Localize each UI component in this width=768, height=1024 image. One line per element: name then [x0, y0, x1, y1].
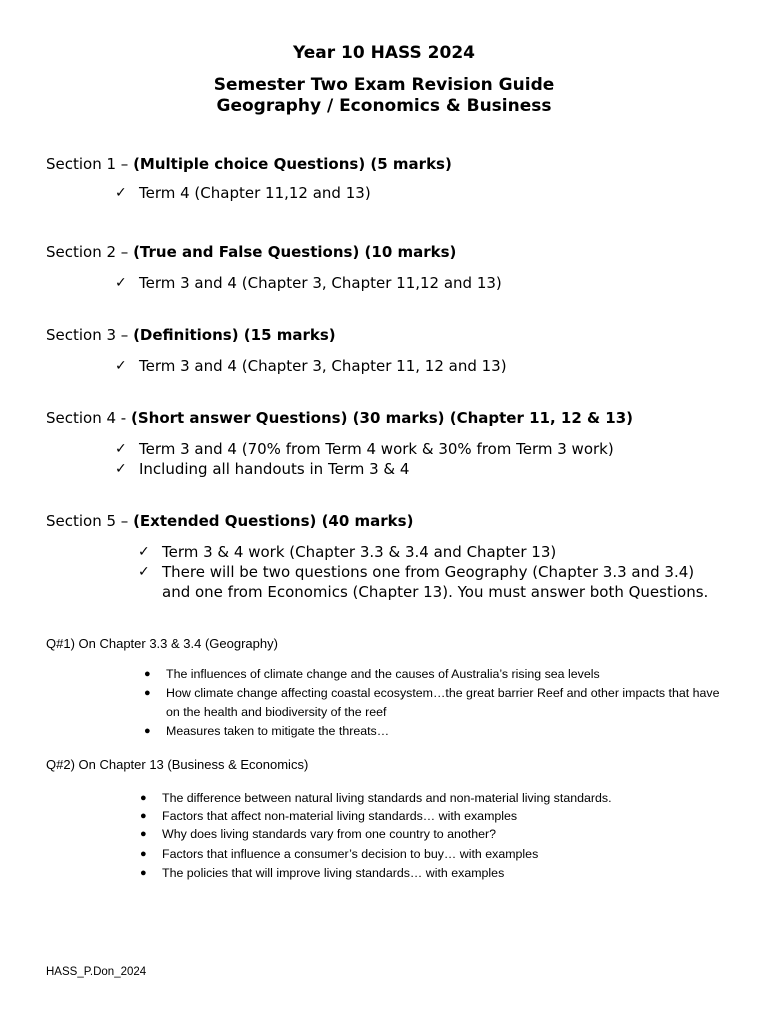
question-2-bullet-text: Factors that affect non-material living standards… with examples	[162, 809, 518, 823]
section-1-heading	[46, 155, 452, 173]
section-2-prefix: Section 2 –	[46, 243, 134, 261]
question-1-bullet	[144, 665, 726, 684]
question-2-bullet-text: Why does living standards vary from one country to another?	[162, 827, 497, 841]
question-1-bullet	[144, 684, 726, 722]
bullet-icon: ●	[140, 810, 147, 822]
section-5-title: (Extended Questions) (40 marks)	[133, 512, 414, 530]
section-4-item-1	[115, 440, 739, 460]
checkmark-icon: ✓	[115, 275, 127, 291]
section-5-item-1	[138, 543, 722, 563]
checkmark-icon: ✓	[115, 185, 127, 201]
section-3-item	[115, 357, 729, 377]
checkmark-icon: ✓	[115, 441, 127, 457]
question-2-bullet-text: Factors that influence a consumer’s decision to buy… with examples	[162, 847, 539, 861]
section-4-prefix: Section 4 -	[46, 409, 131, 427]
question-2-heading: Q#2) On Chapter 13 (Business & Economics)	[46, 757, 309, 772]
bullet-icon: ●	[140, 828, 147, 840]
footer-label: HASS_P.Don_2024	[46, 966, 147, 978]
question-2-bullet-text: The policies that will improve living standards… with examples	[162, 866, 505, 880]
section-2-heading	[46, 243, 456, 261]
checkmark-icon: ✓	[138, 544, 150, 560]
section-4-item-2	[115, 460, 739, 480]
checkmark-icon: ✓	[138, 564, 150, 580]
section-5-item-2-text: There will be two questions one from Geography (Chapter 3.3 and 3.4) and one from Economics (Chapter 13). You must answer both Questions.	[162, 563, 709, 601]
bullet-icon: ●	[144, 725, 151, 737]
question-1-bullet-text: How climate change affecting coastal ecosystem…the great barrier Reef and other impacts that have on the health and biodiversity of the reef	[166, 686, 720, 719]
section-4-heading	[46, 409, 633, 427]
section-1-item	[115, 184, 729, 204]
question-1-bullet-text: Measures taken to mitigate the threats…	[166, 724, 390, 738]
checkmark-icon: ✓	[115, 461, 127, 477]
section-4-title: (Short answer Questions) (30 marks) (Chapter 11, 12 & 13)	[131, 409, 634, 427]
section-2-item	[115, 274, 729, 294]
question-2-bullet	[140, 825, 742, 844]
question-2-bullet	[140, 789, 742, 808]
section-5-prefix: Section 5 –	[46, 512, 134, 530]
section-5-heading	[46, 512, 413, 530]
section-2-title: (True and False Questions) (10 marks)	[133, 243, 457, 261]
question-2-bullet-text: The difference between natural living standards and non-material living standards.	[162, 791, 612, 805]
subtitle-line-1: Semester Two Exam Revision Guide	[213, 75, 555, 95]
section-3-item-text: Term 3 and 4 (Chapter 3, Chapter 11, 12 and 13)	[139, 357, 507, 375]
question-1-bullet-text: The influences of climate change and the causes of Australia’s rising sea levels	[166, 667, 600, 681]
section-2-item-text: Term 3 and 4 (Chapter 3, Chapter 11,12 and 13)	[139, 274, 502, 292]
section-3-heading	[46, 326, 336, 344]
question-1-heading: Q#1) On Chapter 3.3 & 3.4 (Geography)	[46, 636, 278, 651]
section-4-item-1-text: Term 3 and 4 (70% from Term 4 work & 30% from Term 3 work)	[139, 440, 614, 458]
bullet-icon: ●	[140, 848, 147, 860]
section-3-title: (Definitions) (15 marks)	[133, 326, 336, 344]
bullet-icon: ●	[140, 792, 147, 804]
section-5-item-2	[138, 563, 722, 602]
checkmark-icon: ✓	[115, 358, 127, 374]
bullet-icon: ●	[144, 668, 151, 680]
page-title: Year 10 HASS 2024	[293, 43, 475, 63]
section-4-item-2-text: Including all handouts in Term 3 & 4	[139, 460, 410, 478]
section-1-prefix: Section 1 –	[46, 155, 134, 173]
question-2-bullet	[140, 845, 742, 864]
bullet-icon: ●	[144, 687, 151, 699]
question-2-bullet	[140, 807, 742, 826]
question-1-bullet	[144, 722, 726, 741]
section-1-item-text: Term 4 (Chapter 11,12 and 13)	[139, 184, 371, 202]
bullet-icon: ●	[140, 867, 147, 879]
question-2-bullet	[140, 864, 742, 883]
subtitle-line-2: Geography / Economics & Business	[216, 96, 552, 116]
section-1-title: (Multiple choice Questions) (5 marks)	[133, 155, 452, 173]
section-5-item-1-text: Term 3 & 4 work (Chapter 3.3 & 3.4 and Chapter 13)	[162, 543, 557, 561]
section-3-prefix: Section 3 –	[46, 326, 134, 344]
